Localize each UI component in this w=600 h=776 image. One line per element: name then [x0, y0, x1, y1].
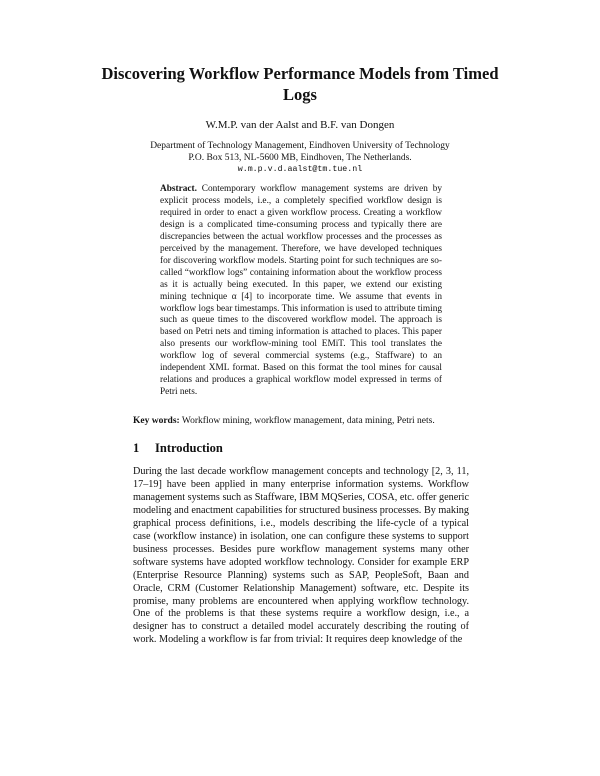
section-number: 1 — [133, 441, 140, 455]
keywords — [133, 416, 469, 426]
section-heading-introduction — [133, 441, 223, 456]
affiliation-line-2: P.O. Box 513, NL-5600 MB, Eindhoven, The Netherlands. — [188, 153, 412, 163]
paper-title: Discovering Workflow Performance Models from Timed Logs — [101, 64, 499, 104]
introduction-paragraph: During the last decade workflow management concepts and technology [2, 3, 11, 17–19] have been applied in many enterprise information systems. Workflow management systems such as Staffware, IBM MQSeries, COSA, etc. offer generic modeling and enactment capabilities for structured business processes. By making graphical process definitions, i.e., models describing the life-cycle of a typical case (workflow instance) in isolation, one can configure these systems to support business processes. Besides pure workflow management systems many other software systems have adopted workflow technology. Consider for example ERP (Enterprise Resource Planning) systems such as SAP, PeopleSoft, Baan and Oracle, CRM (Customer Relationship Management) software, etc. Despite its promise, many problems are encountered when applying workflow technology. One of the problems is that these systems require a workflow design, i.e., a designer has to construct a detailed model accurately describing the routing of work. Modeling a workflow is far from trivial: It requires deep knowledge of the — [133, 466, 469, 646]
abstract — [160, 184, 442, 399]
keywords-label: Key words: — [133, 416, 180, 426]
abstract-text: Contemporary workflow management systems are driven by explicit process models, i.e., a completely specified workflow design is required in order to enact a given workflow process. Creating a workflow design is a complicated time-consuming process and typically there are discrepancies between the actual workflow processes and the processes as perceived by the management. Therefore, we have developed techniques for discovering workflow models. Starting point for such techniques are so-called “workflow logs” containing information about the workflow process as it is actually being executed. In this paper, we extend our existing mining technique α [4] to incorporate time. We assume that events in workflow logs bear timestamps. This information is used to attribute timing such as queue times to the discovered workflow model. The approach is based on Petri nets and timing information is attached to places. This paper also presents our workflow-mining tool EMiT. This tool translates the workflow log of several commercial systems (e.g., Staffware) to an independent XML format. Based on this format the tool mines for causal relations and produces a graphical workflow model expressed in terms of Petri nets. — [160, 184, 442, 398]
section-title: Introduction — [155, 441, 223, 455]
keywords-text: Workflow mining, workflow management, data mining, Petri nets. — [181, 416, 435, 426]
affiliation-line-1: Department of Technology Management, Eindhoven University of Technology — [150, 141, 450, 151]
abstract-label: Abstract. — [160, 184, 197, 194]
author-email: w.m.p.v.d.aalst@tm.tue.nl — [237, 165, 363, 174]
paper-authors: W.M.P. van der Aalst and B.F. van Dongen — [205, 119, 395, 131]
affiliation — [100, 140, 500, 176]
